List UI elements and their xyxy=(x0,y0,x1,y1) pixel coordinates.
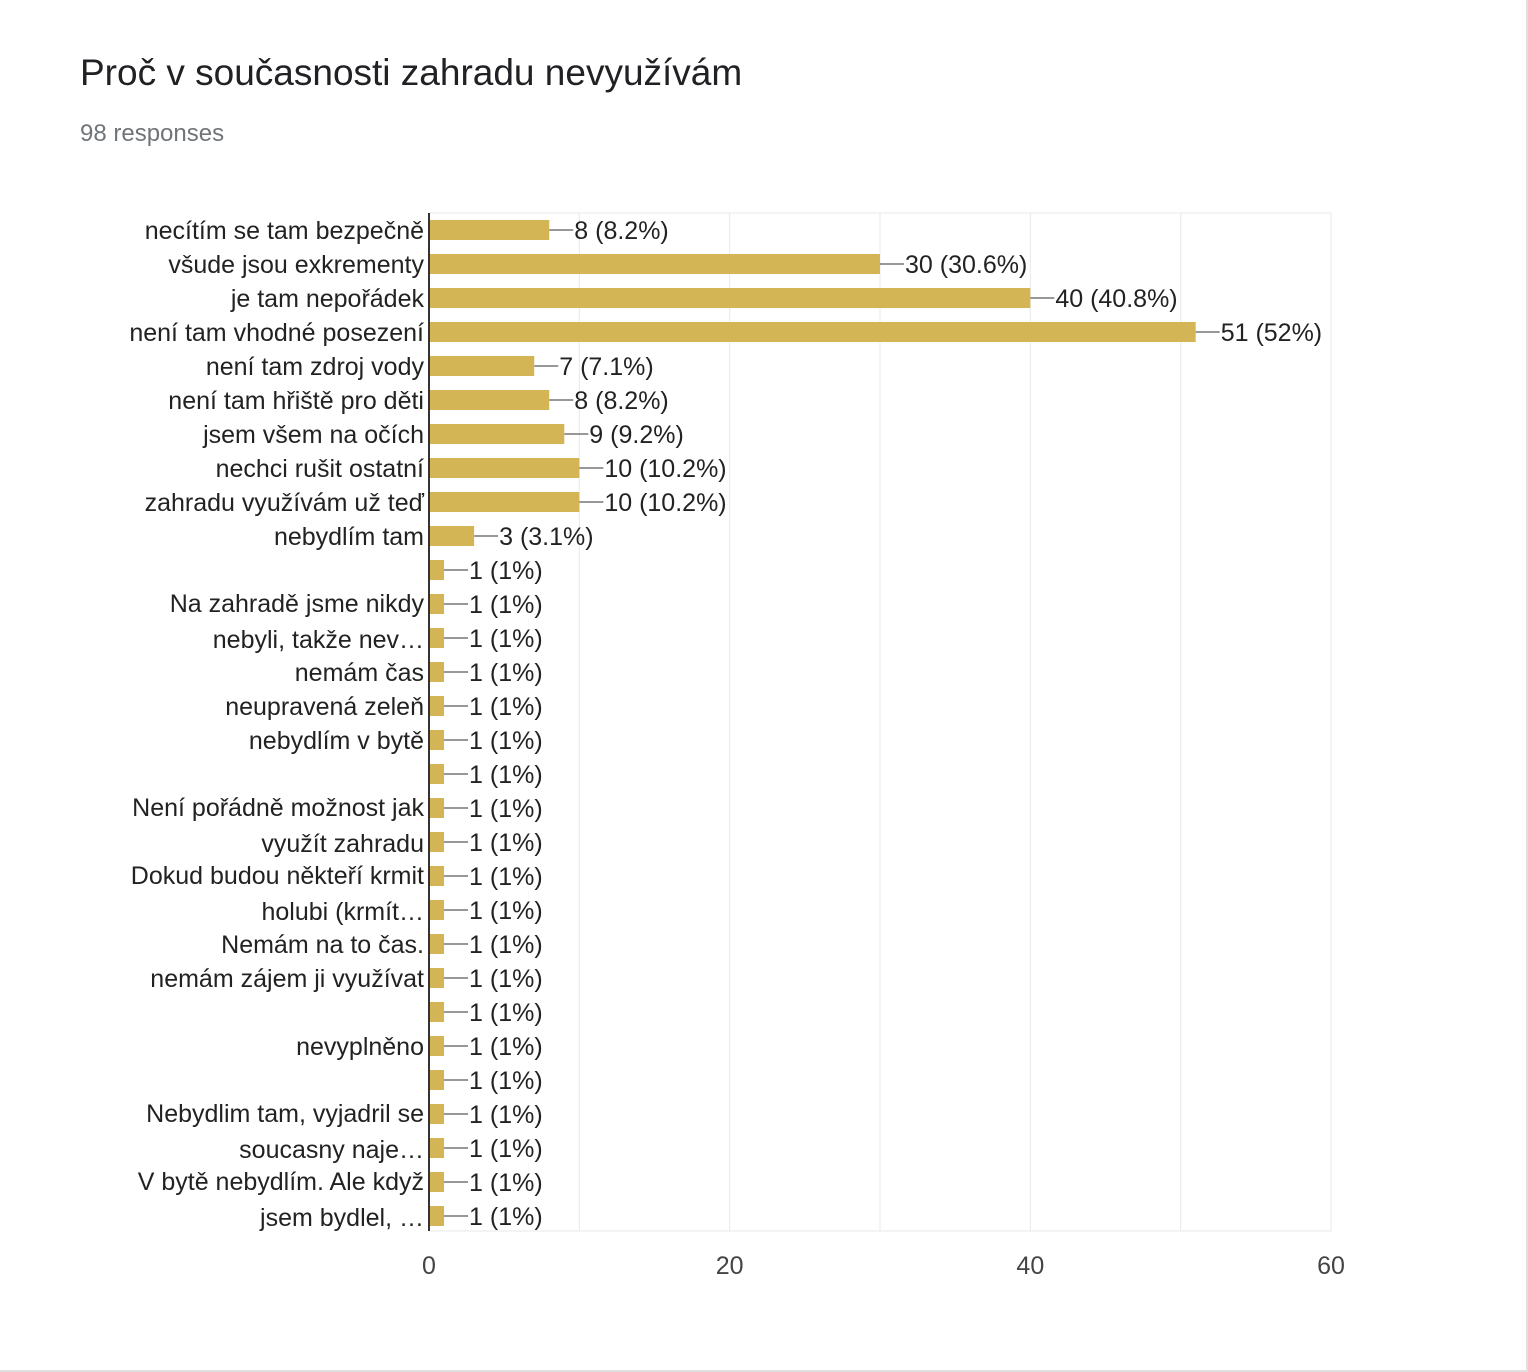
data-label-27: 1 (1%) xyxy=(469,1135,543,1163)
category-label-5-0: není tam hřiště pro děti xyxy=(168,387,424,415)
data-label-28: 1 (1%) xyxy=(469,1169,543,1197)
data-label-15: 1 (1%) xyxy=(469,727,543,755)
bar-2[interactable] xyxy=(429,288,1030,308)
x-tick-label-60: 60 xyxy=(1317,1252,1345,1280)
category-label-2-0: je tam nepořádek xyxy=(230,285,424,313)
bar-24[interactable] xyxy=(429,1036,444,1056)
data-label-20: 1 (1%) xyxy=(469,897,543,925)
data-label-11: 1 (1%) xyxy=(469,591,543,619)
category-label-11-0: nemám čas xyxy=(294,659,424,687)
data-label-9: 3 (3.1%) xyxy=(499,523,594,551)
category-label-0-0: necítím se tam bezpečně xyxy=(144,217,424,245)
category-label-6-0: jsem všem na očích xyxy=(203,421,424,449)
x-tick-label-40: 40 xyxy=(1016,1252,1045,1280)
category-label-10-0: Na zahradě jsme nikdy xyxy=(169,590,424,618)
data-label-26: 1 (1%) xyxy=(469,1101,543,1129)
bar-20[interactable] xyxy=(429,900,444,920)
category-label-16-0: Nemám na to čas. xyxy=(221,931,424,959)
bar-18[interactable] xyxy=(429,832,444,852)
bar-13[interactable] xyxy=(429,662,444,682)
bar-25[interactable] xyxy=(429,1070,444,1090)
data-label-10: 1 (1%) xyxy=(469,557,543,585)
bar-8[interactable] xyxy=(429,492,579,512)
x-tick-label-0: 0 xyxy=(422,1252,436,1280)
labels xyxy=(129,217,1322,1232)
category-label-19-0: Nebydlim tam, vyjadril se xyxy=(146,1100,424,1128)
category-label-12-0: neupravená zeleň xyxy=(225,693,424,721)
data-label-24: 1 (1%) xyxy=(469,1033,543,1061)
data-label-2: 40 (40.8%) xyxy=(1055,285,1178,313)
data-label-29: 1 (1%) xyxy=(469,1203,543,1231)
bar-0[interactable] xyxy=(429,220,549,240)
category-label-18-0: nevyplněno xyxy=(296,1033,424,1061)
chart-title: Proč v současnosti zahradu nevyužívám xyxy=(80,52,743,93)
bar-4[interactable] xyxy=(429,356,534,376)
bar-6[interactable] xyxy=(429,424,564,444)
data-label-0: 8 (8.2%) xyxy=(574,217,669,245)
category-label-14-1: využít zahradu xyxy=(261,830,424,858)
category-label-1-0: všude jsou exkrementy xyxy=(168,251,424,279)
data-label-17: 1 (1%) xyxy=(469,795,543,823)
category-label-17-0: nemám zájem ji využívat xyxy=(150,965,424,993)
data-label-13: 1 (1%) xyxy=(469,659,543,687)
data-label-25: 1 (1%) xyxy=(469,1067,543,1095)
category-label-14-0: Není pořádně možnost jak xyxy=(132,794,424,822)
bar-12[interactable] xyxy=(429,628,444,648)
bar-28[interactable] xyxy=(429,1172,444,1192)
category-label-7-0: nechci rušit ostatní xyxy=(215,455,424,483)
bar-1[interactable] xyxy=(429,254,880,274)
x-tick-label-20: 20 xyxy=(715,1252,744,1280)
data-label-3: 51 (52%) xyxy=(1220,319,1323,347)
data-label-23: 1 (1%) xyxy=(469,999,543,1027)
data-label-16: 1 (1%) xyxy=(469,761,543,789)
bar-17[interactable] xyxy=(429,798,444,818)
data-label-6: 9 (9.2%) xyxy=(589,421,684,449)
bar-3[interactable] xyxy=(429,322,1196,342)
bar-7[interactable] xyxy=(429,458,579,478)
bar-21[interactable] xyxy=(429,934,444,954)
data-label-12: 1 (1%) xyxy=(469,625,543,653)
bar-22[interactable] xyxy=(429,968,444,988)
bar-27[interactable] xyxy=(429,1138,444,1158)
category-label-3-0: není tam vhodné posezení xyxy=(129,319,424,347)
category-label-15-1: holubi (krmít… xyxy=(261,898,424,926)
category-label-19-1: soucasny naje… xyxy=(239,1136,424,1164)
data-label-1: 30 (30.6%) xyxy=(905,251,1028,279)
bar-16[interactable] xyxy=(429,764,444,784)
category-label-13-0: nebydlím v bytě xyxy=(248,727,424,755)
bar-26[interactable] xyxy=(429,1104,444,1124)
bar-5[interactable] xyxy=(429,390,549,410)
data-label-21: 1 (1%) xyxy=(469,931,543,959)
category-label-20-1: jsem bydlel, … xyxy=(260,1204,424,1232)
data-label-5: 8 (8.2%) xyxy=(574,387,669,415)
data-label-4: 7 (7.1%) xyxy=(559,353,654,381)
bar-14[interactable] xyxy=(429,696,444,716)
data-label-8: 10 (10.2%) xyxy=(604,489,727,517)
category-label-9-0: nebydlím tam xyxy=(273,523,424,551)
bar-15[interactable] xyxy=(429,730,444,750)
data-label-18: 1 (1%) xyxy=(469,829,543,857)
category-label-15-0: Dokud budou někteří krmit xyxy=(130,862,424,890)
data-label-14: 1 (1%) xyxy=(469,693,543,721)
category-label-4-0: není tam zdroj vody xyxy=(205,353,424,381)
bars xyxy=(429,220,1196,1226)
data-label-22: 1 (1%) xyxy=(469,965,543,993)
bar-29[interactable] xyxy=(429,1206,444,1226)
data-label-19: 1 (1%) xyxy=(469,863,543,891)
bar-23[interactable] xyxy=(429,1002,444,1022)
bar-9[interactable] xyxy=(429,526,474,546)
data-label-7: 10 (10.2%) xyxy=(604,455,727,483)
response-count: 98 responses xyxy=(80,120,225,147)
bar-19[interactable] xyxy=(429,866,444,886)
category-label-8-0: zahradu využívám už teď xyxy=(144,489,424,517)
category-label-20-0: V bytě nebydlím. Ale když xyxy=(137,1168,424,1196)
category-label-10-1: nebyli, takže nev… xyxy=(212,626,424,654)
bar-10[interactable] xyxy=(429,560,444,580)
bar-11[interactable] xyxy=(429,594,444,614)
